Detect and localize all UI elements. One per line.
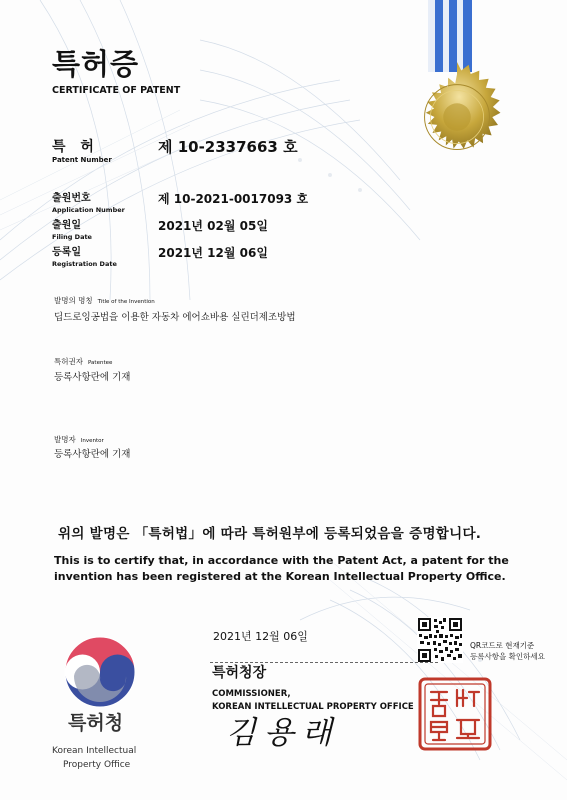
- title-ko: 특허증: [52, 47, 140, 81]
- patent-number-value: 제 10-2337663 호: [158, 138, 298, 156]
- patent-number-label-en: Patent Number: [52, 156, 112, 164]
- inventor-value: 등록사항란에 기재: [54, 449, 131, 460]
- qr-note: [470, 641, 545, 662]
- qr-note-line1: QR코드로 현재기준: [470, 641, 535, 650]
- commissioner-title-en-line1: COMMISSIONER,: [212, 689, 291, 699]
- kipo-taegeuk-logo: [62, 634, 138, 710]
- application-number-label-en: Application Number: [52, 206, 125, 214]
- statement-ko: 위의 발명은 「특허법」에 따라 특허원부에 등록되었음을 증명합니다.: [58, 526, 482, 542]
- application-number-label-ko: 출원번호: [52, 193, 91, 204]
- filing-date-value: 2021년 02월 05일: [158, 219, 268, 233]
- invention-label-ko: 발명의 명칭: [54, 296, 93, 305]
- registration-date-label-ko: 등록일: [52, 247, 81, 258]
- office-name-ko: 특허청: [68, 712, 124, 734]
- commissioner-signature: 김용래: [226, 715, 340, 751]
- registration-date-value: 2021년 12월 06일: [158, 246, 268, 260]
- registration-date-label-en: Registration Date: [52, 260, 117, 268]
- commissioner-title-ko: 특허청장: [212, 665, 267, 681]
- patentee-label-en: Patentee: [87, 360, 113, 366]
- inventor-label-en: Inventor: [80, 438, 104, 444]
- filing-date-label-ko: 출원일: [52, 220, 81, 231]
- patentee-label: [54, 358, 112, 367]
- patent-number-label-ko: 특 허: [52, 139, 99, 155]
- commissioner-title-en-line2: KOREAN INTELLECTUAL PROPERTY OFFICE: [212, 702, 414, 712]
- patentee-value: 등록사항란에 기재: [54, 372, 131, 383]
- inventor-label-ko: 발명자: [54, 435, 76, 444]
- inventor-label: [54, 436, 104, 445]
- filing-date-label-en: Filing Date: [52, 233, 92, 241]
- office-name-en-line1: Korean Intellectual: [52, 746, 137, 756]
- qr-note-line2: 등록사항을 확인하세요: [470, 651, 545, 661]
- qr-code[interactable]: [417, 617, 463, 663]
- invention-label: [54, 297, 155, 306]
- patentee-label-ko: 특허권자: [54, 357, 83, 366]
- title-en: CERTIFICATE OF PATENT: [52, 85, 181, 96]
- application-number-value: 제 10-2021-0017093 호: [158, 192, 309, 206]
- invention-title-value: 딥드로잉공법을 이용한 자동차 에어쇼바용 실린더제조방법: [54, 312, 296, 323]
- issue-date: 2021년 12월 06일: [213, 630, 308, 643]
- gold-seal: [398, 60, 516, 178]
- official-stamp: [417, 676, 493, 752]
- office-name-en-line2: Property Office: [63, 760, 131, 770]
- statement-en: This is to certify that, in accordance with the Patent Act, a patent for the invention has been registered at the Korean Intellectual Property Office.: [54, 554, 509, 583]
- commissioner-divider: [210, 662, 438, 663]
- invention-label-en: Title of the Invention: [97, 299, 155, 305]
